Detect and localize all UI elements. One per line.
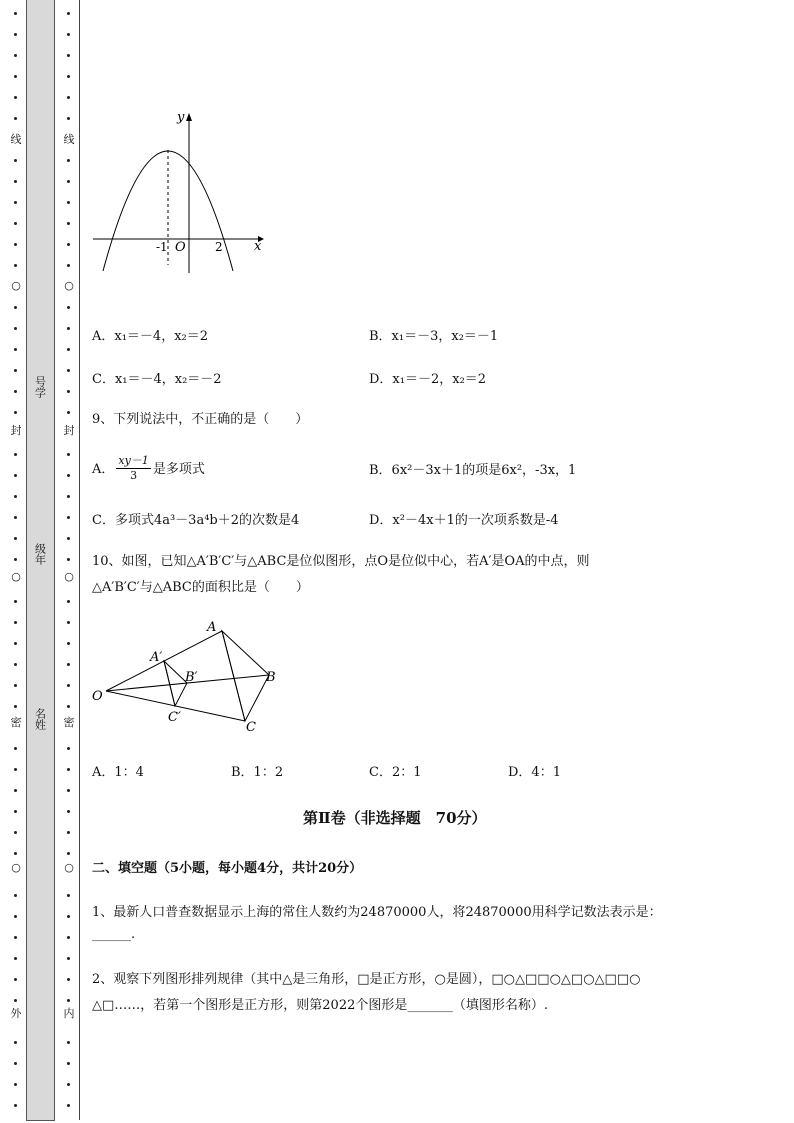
label-a: A xyxy=(207,620,217,635)
q8-option-c: C．x₁＝－4，x₂＝－2 xyxy=(92,372,222,387)
margin-dot xyxy=(14,663,17,666)
margin-dot xyxy=(67,33,70,36)
margin-dot xyxy=(67,243,70,246)
right-dot-column xyxy=(62,0,76,1123)
margin-dot xyxy=(67,1041,70,1044)
margin-dot xyxy=(14,1104,17,1107)
margin-dot xyxy=(14,12,17,15)
label-b: B xyxy=(266,670,276,685)
fill-q1-line1: 1、最新人口普查数据显示上海的常住人数约为24870000人，将24870000用科学记数法表示是： xyxy=(92,905,662,920)
margin-dot xyxy=(67,642,70,645)
q10-option-a: A．1：4 xyxy=(92,765,144,780)
margin-dot xyxy=(14,327,17,330)
margin-char-circle: ○ xyxy=(64,279,74,292)
margin-dot xyxy=(67,306,70,309)
margin-dot xyxy=(67,1062,70,1065)
label-o: O xyxy=(92,689,103,704)
margin-dot xyxy=(67,327,70,330)
margin-dot xyxy=(14,390,17,393)
margin-dot xyxy=(67,915,70,918)
margin-dot xyxy=(67,159,70,162)
margin-dot xyxy=(67,810,70,813)
margin-dot xyxy=(67,621,70,624)
segment-a1-c1 xyxy=(164,661,175,706)
margin-dot xyxy=(14,201,17,204)
y-axis-arrow xyxy=(186,113,192,121)
margin-dot xyxy=(67,957,70,960)
margin-dot xyxy=(14,558,17,561)
margin-dot xyxy=(67,453,70,456)
margin-dot xyxy=(14,642,17,645)
margin-char-circle: ○ xyxy=(11,279,21,292)
label-c-prime: C′ xyxy=(168,710,181,725)
margin-dot xyxy=(14,705,17,708)
q9-option-a xyxy=(92,452,205,482)
margin-dot xyxy=(14,768,17,771)
q8-option-a: A．x₁＝－4，x₂＝2 xyxy=(92,329,209,344)
y-label: y xyxy=(177,110,185,125)
margin-dot xyxy=(14,33,17,36)
margin-dot xyxy=(14,810,17,813)
margin-dot xyxy=(14,600,17,603)
label-a-prime: A′ xyxy=(150,650,163,665)
q10-option-b: B．1：2 xyxy=(231,765,284,780)
margin-dot xyxy=(14,306,17,309)
margin-char-secret: 密 xyxy=(63,716,75,729)
x-label: x xyxy=(254,239,262,254)
fill-q2-line2: △□……，若第一个图形是正方形，则第2022个图形是_______（填图形名称）. xyxy=(92,998,548,1013)
margin-dot xyxy=(14,117,17,120)
margin-dot xyxy=(14,348,17,351)
margin-dot xyxy=(14,96,17,99)
q10-stem-line1: 10、如图，已知△A′B′C′与△ABC是位似图形，点O是位似中心，若A′是OA的中点，则 xyxy=(92,554,590,569)
margin-dot xyxy=(67,978,70,981)
q9-fraction-denominator: 3 xyxy=(130,469,138,482)
homothety-figure xyxy=(88,615,288,740)
margin-dot xyxy=(67,894,70,897)
q9-option-d: D．x²－4x＋1的一次项系数是-4 xyxy=(369,513,559,528)
margin-dot xyxy=(67,264,70,267)
margin-dot xyxy=(14,894,17,897)
label-c: C xyxy=(246,720,256,735)
margin-dot xyxy=(14,54,17,57)
margin-dot xyxy=(14,789,17,792)
margin-dot xyxy=(14,75,17,78)
fill-q2-line1: 2、观察下列图形排列规律（其中△是三角形，□是正方形，○是圆），□○△□□○△□○△□□○ xyxy=(92,972,641,987)
margin-dot xyxy=(67,348,70,351)
margin-char-circle: ○ xyxy=(11,861,21,874)
margin-dot xyxy=(67,201,70,204)
margin-dot xyxy=(14,369,17,372)
margin-dot xyxy=(67,1104,70,1107)
margin-dot xyxy=(67,747,70,750)
tick-label-neg1: -1 xyxy=(156,240,168,254)
q8-option-d: D．x₁＝－2，x₂＝2 xyxy=(369,372,487,387)
margin-dot xyxy=(14,264,17,267)
margin-dot xyxy=(67,117,70,120)
margin-dot xyxy=(14,516,17,519)
q10-option-c: C．2：1 xyxy=(369,765,422,780)
margin-dot xyxy=(67,369,70,372)
strip-label-number: 号学 xyxy=(33,376,47,398)
margin-dot xyxy=(67,474,70,477)
margin-char-line: 线 xyxy=(63,133,75,146)
margin-dot xyxy=(67,705,70,708)
q9-option-b: B．6x²－3x＋1的项是6x²，-3x，1 xyxy=(369,463,577,478)
part-heading: 二、填空题（5小题，每小题4分，共计20分） xyxy=(92,861,363,876)
margin-dot xyxy=(67,516,70,519)
left-dot-column xyxy=(9,0,23,1123)
margin-dot xyxy=(67,852,70,855)
margin-dot xyxy=(14,474,17,477)
origin-label: O xyxy=(175,240,186,255)
margin-dot xyxy=(67,12,70,15)
margin-dot xyxy=(14,1062,17,1065)
q9-stem: 9、下列说法中，不正确的是（ ） xyxy=(92,412,309,427)
margin-dot xyxy=(67,1083,70,1086)
label-b-prime: B′ xyxy=(185,670,198,685)
margin-dot xyxy=(14,915,17,918)
tick-label-2: 2 xyxy=(215,240,223,254)
margin-dot xyxy=(14,180,17,183)
margin-dot xyxy=(14,957,17,960)
q9-fraction-numerator: xy－1 xyxy=(118,454,149,467)
segment-a-c xyxy=(222,631,245,721)
margin-dot xyxy=(67,936,70,939)
margin-dot xyxy=(67,180,70,183)
strip-label-grade: 级年 xyxy=(33,543,47,565)
q10-stem-line2: △A′B′C′与△ABC的面积比是（ ） xyxy=(92,580,309,595)
margin-dot xyxy=(14,495,17,498)
q8-option-b: B．x₁＝－3，x₂＝－1 xyxy=(369,329,499,344)
margin-dot xyxy=(14,1083,17,1086)
margin-dot xyxy=(67,411,70,414)
q9-option-a-suffix: 是多项式 xyxy=(152,461,205,477)
margin-dot xyxy=(14,747,17,750)
margin-dot xyxy=(14,1041,17,1044)
margin-char-line: 线 xyxy=(10,133,22,146)
margin-dot xyxy=(14,999,17,1002)
q10-option-d: D．4：1 xyxy=(508,765,561,780)
margin-char-seal: 封 xyxy=(63,424,75,437)
margin-char-outer: 外 xyxy=(10,1007,22,1020)
margin-dot xyxy=(67,222,70,225)
margin-dot xyxy=(67,684,70,687)
section-title: 第Ⅱ卷（非选择题 70分） xyxy=(303,809,487,827)
margin-char-circle: ○ xyxy=(11,570,21,583)
margin-dot xyxy=(14,537,17,540)
q9-fraction xyxy=(116,452,150,482)
q9-option-c: C．多项式4a³－3a⁴b＋2的次数是4 xyxy=(92,513,300,528)
margin-dot xyxy=(14,621,17,624)
margin-dot xyxy=(67,558,70,561)
margin-dot xyxy=(14,978,17,981)
margin-char-seal: 封 xyxy=(10,424,22,437)
margin-char-inner: 内 xyxy=(63,1007,75,1020)
binding-rule xyxy=(79,0,80,1120)
fill-q1-line2: ______. xyxy=(92,927,136,942)
strip-label-name: 名姓 xyxy=(33,708,47,730)
margin-dot xyxy=(14,222,17,225)
margin-dot xyxy=(67,999,70,1002)
parabola-figure xyxy=(88,105,268,280)
margin-char-circle: ○ xyxy=(64,570,74,583)
margin-dot xyxy=(14,684,17,687)
margin-dot xyxy=(67,96,70,99)
margin-dot xyxy=(14,411,17,414)
margin-dot xyxy=(67,495,70,498)
margin-dot xyxy=(14,243,17,246)
margin-char-circle: ○ xyxy=(64,861,74,874)
margin-dot xyxy=(14,936,17,939)
margin-dot xyxy=(67,768,70,771)
margin-char-secret: 密 xyxy=(10,716,22,729)
q9-option-a-prefix: A． xyxy=(92,461,115,477)
margin-dot xyxy=(14,453,17,456)
margin-dot xyxy=(67,54,70,57)
margin-dot xyxy=(67,831,70,834)
margin-dot xyxy=(67,663,70,666)
margin-dot xyxy=(67,75,70,78)
margin-dot xyxy=(14,852,17,855)
margin-dot xyxy=(14,831,17,834)
margin-dot xyxy=(67,789,70,792)
margin-dot xyxy=(67,600,70,603)
margin-dot xyxy=(14,159,17,162)
margin-dot xyxy=(67,390,70,393)
margin-dot xyxy=(67,537,70,540)
